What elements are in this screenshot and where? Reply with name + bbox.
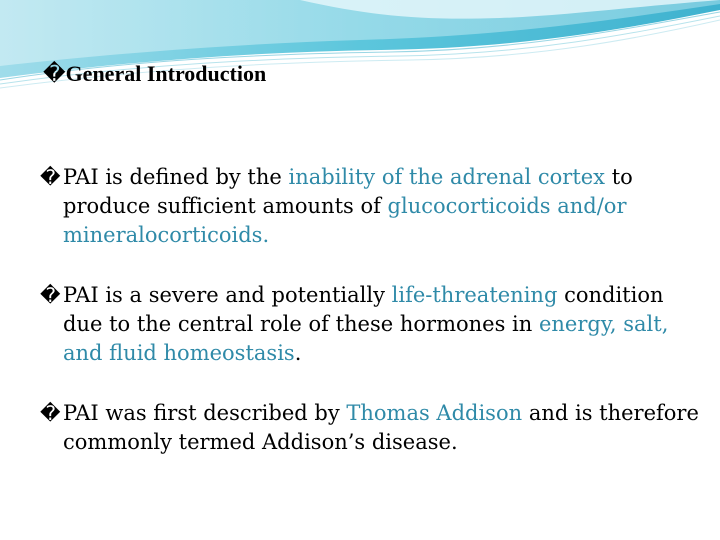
bullet-item [40, 163, 700, 250]
bullet-highlight-segment: inability of the adrenal cortex [288, 165, 606, 189]
bullet-highlight-segment: glucocorticoids and/or mineralocorticoids. [63, 194, 627, 247]
bullet-marker-icon: � [40, 165, 61, 189]
title-bullet-icon: � [43, 62, 66, 87]
bullet-list [40, 163, 700, 488]
bullet-marker-icon: � [40, 401, 61, 425]
title-text: General Introduction [65, 61, 267, 86]
bullet-text-segment: PAI is a severe and potentially [63, 283, 392, 307]
bullet-text-segment: PAI is defined by the [63, 165, 289, 189]
bullet-highlight-segment: Thomas Addison [346, 401, 523, 425]
bullet-marker-icon: � [40, 283, 61, 307]
bullet-item [40, 399, 700, 457]
bullet-item [40, 281, 700, 368]
bullet-text-segment: . [294, 341, 302, 365]
bullet-text-segment: condition due to the central role of these hormones in [63, 283, 664, 336]
bullet-highlight-segment: life-threatening [391, 283, 558, 307]
bullet-text-segment: and is therefore commonly termed Addison’s disease. [63, 401, 699, 454]
bullet-text-segment: to produce sufficient amounts of [63, 165, 633, 218]
bullet-highlight-segment: energy, salt, and fluid homeostasis [63, 312, 669, 365]
bullet-text-segment: PAI was first described by [63, 401, 347, 425]
slide-title [43, 60, 266, 89]
